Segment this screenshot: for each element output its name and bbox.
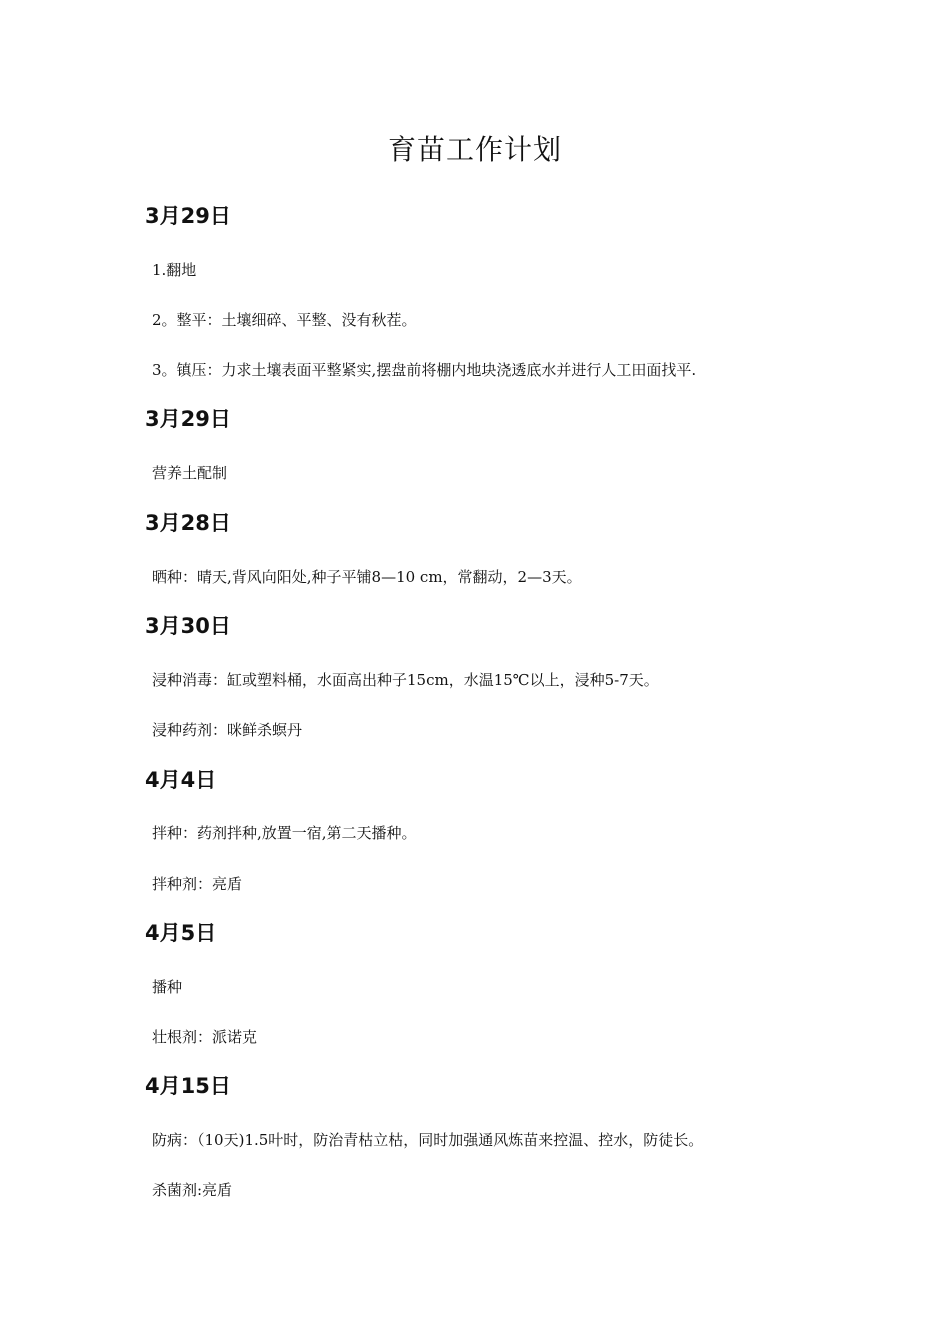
section-date-heading: 3月30日: [145, 614, 231, 638]
section-text-line: 播种: [152, 978, 183, 996]
section-text-line: 2。整平：土壤细碎、平整、没有秋茬。: [152, 311, 417, 329]
section-date-heading: 4月15日: [145, 1074, 231, 1098]
section-date-heading: 4月4日: [145, 768, 217, 792]
section-date-heading: 3月29日: [145, 407, 231, 431]
section-text-line: 3。镇压：力求土壤表面平整紧实,摆盘前将棚内地块浇透底水并进行人工田面找平.: [152, 361, 697, 379]
section-text-line: 拌种：药剂拌种,放置一宿,第二天播种。: [152, 824, 417, 842]
section-text-line: 拌种剂：亮盾: [152, 875, 243, 893]
section-date-heading: 4月5日: [145, 921, 217, 945]
section-text-line: 防病：（10天)1.5叶时，防治青枯立枯，同时加强通风炼苗来控温、控水，防徒长。: [152, 1131, 704, 1149]
section-text-line: 杀菌剂:亮盾: [152, 1181, 233, 1199]
section-text-line: 浸种药剂：咪鲜杀螟丹: [152, 721, 303, 739]
section-text-line: 浸种消毒：缸或塑料桶，水面高出种子15cm，水温15℃以上，浸种5-7天。: [152, 671, 659, 689]
section-text-line: 1.翻地: [152, 261, 197, 279]
section-text-line: 晒种：晴天,背风向阳处,种子平铺8—10 cm，常翻动，2—3天。: [152, 568, 582, 586]
section-date-heading: 3月28日: [145, 511, 231, 535]
section-date-heading: 3月29日: [145, 204, 231, 228]
section-text-line: 壮根剂：派诺克: [152, 1028, 258, 1046]
section-text-line: 营养土配制: [152, 464, 228, 482]
document-title: 育苗工作计划: [387, 133, 562, 166]
